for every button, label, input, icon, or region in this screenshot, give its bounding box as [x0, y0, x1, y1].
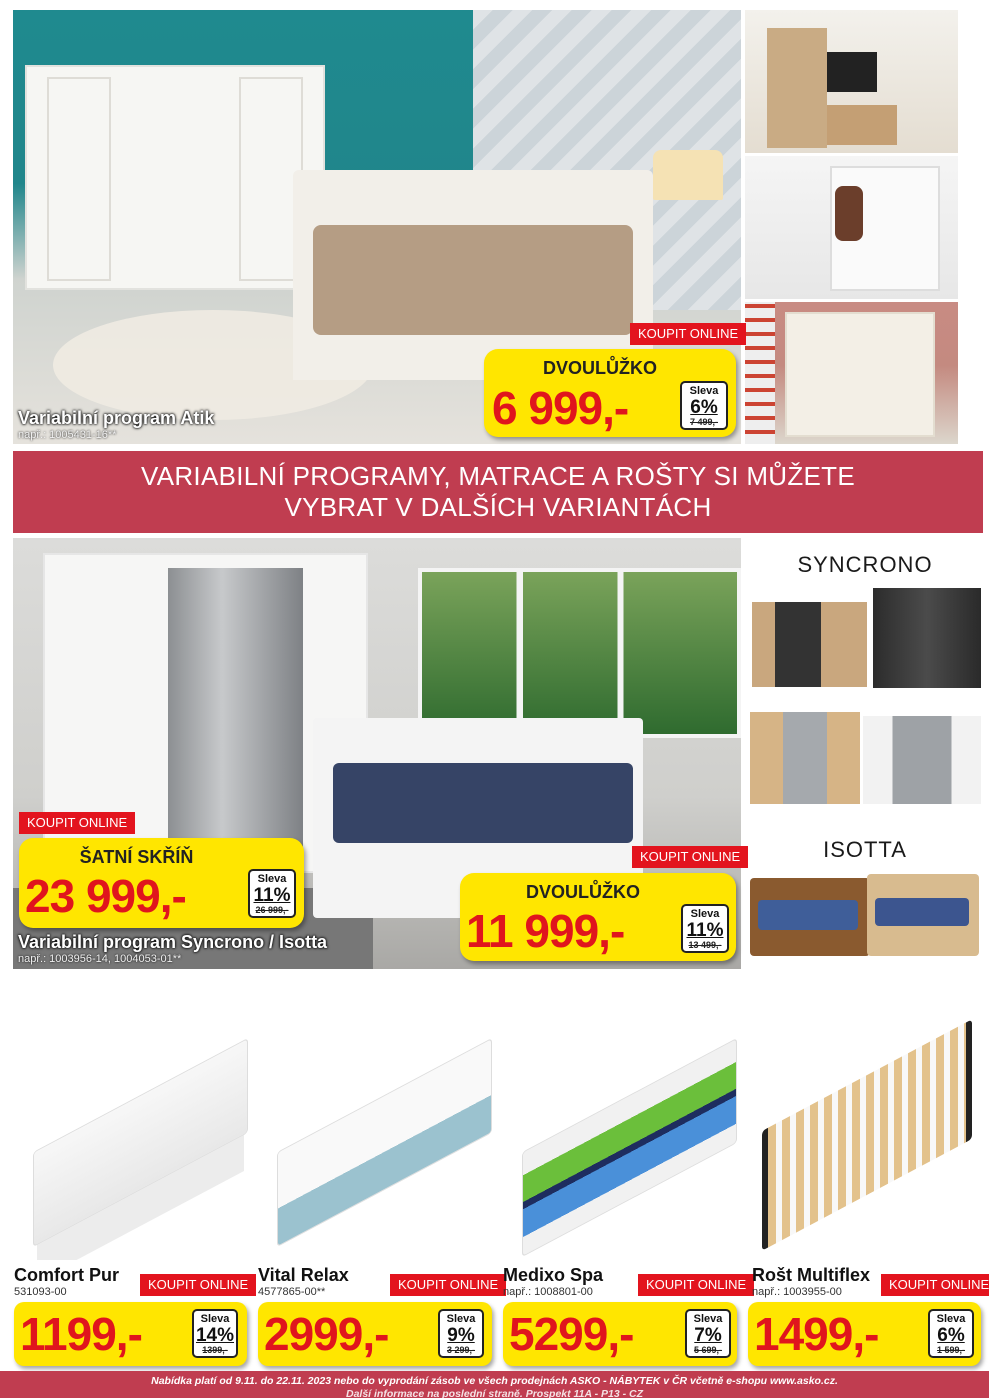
isotta-beds — [747, 866, 983, 966]
sleva-percent: 6% — [690, 397, 718, 418]
product-code: 4577865-00** — [258, 1286, 326, 1298]
wardrobe-product-label: ŠATNÍ SKŘÍŇ — [79, 847, 194, 867]
kitchen-image — [785, 312, 935, 437]
sleva-label: Sleva — [693, 1313, 723, 1325]
atik-koupit-online-button[interactable]: KOUPIT ONLINE — [630, 323, 746, 345]
sleva-badge — [192, 1309, 238, 1358]
sleva-percent: 11% — [253, 885, 291, 906]
mirror-doors-image — [168, 568, 303, 858]
curtain-image — [745, 302, 775, 444]
sleva-label: Sleva — [446, 1313, 476, 1325]
bed-price: 11 999,- — [466, 905, 625, 957]
sleva-percent: 7% — [694, 1325, 722, 1346]
tv-image — [827, 52, 877, 92]
product-price: 2999,- — [264, 1308, 389, 1360]
wardrobe-white-mirror-image — [863, 716, 981, 804]
wardrobe-sleva-badge — [248, 869, 296, 918]
old-price: 13 499,- — [688, 940, 722, 950]
syncrono-heading: SYNCRONO — [797, 552, 933, 577]
comfort-pur-koupit-online-button[interactable]: KOUPIT ONLINE — [140, 1274, 256, 1296]
atik-title: Variabilní program Atik — [18, 408, 215, 428]
medixo-spa-image — [502, 985, 742, 1260]
sleva-label: Sleva — [690, 908, 720, 920]
vital-relax-koupit-online-button[interactable]: KOUPIT ONLINE — [390, 1274, 506, 1296]
sleva-badge — [928, 1309, 974, 1358]
mattress-image — [522, 1038, 737, 1257]
syncrono-code: např.: 1003956-14, 1004053-01** — [18, 953, 182, 965]
lamp-image — [653, 150, 723, 200]
window-image — [418, 568, 741, 738]
sleva-badge — [685, 1309, 731, 1358]
atik-sleva-badge — [680, 381, 728, 430]
product-caption — [752, 1265, 870, 1299]
old-price: 26 999,- — [255, 905, 289, 915]
footer-line-2: Další informace na poslední straně. Prospekt 11A - P13 - CZ — [345, 1388, 643, 1398]
old-price: 1399,- — [202, 1345, 228, 1355]
product-caption — [14, 1265, 119, 1299]
comfort-pur-image — [13, 985, 253, 1260]
product-price: 1499,- — [754, 1308, 879, 1360]
atik-caption — [18, 408, 214, 442]
atik-product-label: DVOULŮŽKO — [543, 358, 657, 378]
product-code: např.: 1008801-00 — [503, 1286, 593, 1298]
sleva-label: Sleva — [257, 873, 287, 885]
product-code: např.: 1003955-00 — [752, 1286, 842, 1298]
sleva-percent: 14% — [195, 1325, 235, 1346]
slatted-frame-image — [762, 1019, 972, 1251]
cabinet-image — [767, 28, 827, 148]
variants-banner — [13, 451, 983, 533]
product-name: Medixo Spa — [503, 1265, 604, 1285]
bed-koupit-online-button[interactable]: KOUPIT ONLINE — [632, 846, 748, 868]
syncrono-bed-price-box — [460, 873, 736, 961]
tv-stand-image — [827, 105, 897, 145]
rost-multiflex-price-box — [748, 1302, 981, 1366]
atik-code: např.: 1005431-16** — [18, 429, 117, 441]
hallway-thumbnail — [745, 156, 958, 299]
atik-price: 6 999,- — [492, 382, 629, 434]
sleva-label: Sleva — [936, 1313, 966, 1325]
isotta-bed-light-image — [867, 874, 979, 956]
isotta-bed-dark-image — [750, 878, 870, 956]
living-room-thumbnail — [745, 10, 958, 153]
old-price: 7 499,- — [689, 417, 719, 427]
medixo-spa-koupit-online-button[interactable]: KOUPIT ONLINE — [638, 1274, 754, 1296]
blanket-image — [313, 225, 633, 335]
medixo-spa-price-box — [503, 1302, 737, 1366]
bed-sleva-badge — [681, 904, 729, 953]
bed-product-label: DVOULŮŽKO — [526, 882, 640, 902]
banner-line-2: VYBRAT V DALŠÍCH VARIANTÁCH — [284, 492, 712, 522]
footer-line-1: Nabídka platí od 9.11. do 22.11. 2023 nebo do vyprodání zásob ve všech prodejnách ASKO - NÁBYTEK v ČR včetně e-shopu www.asko.cz. — [151, 1375, 838, 1387]
product-price: 1199,- — [20, 1308, 142, 1360]
mattress-image — [33, 1038, 248, 1247]
wardrobe-black-image — [873, 588, 981, 688]
old-price: 1 599,- — [936, 1345, 966, 1355]
atik-price-box — [484, 349, 736, 437]
comfort-pur-price-box — [14, 1302, 247, 1366]
syncrono-wardrobes-dark — [747, 584, 983, 696]
product-name: Rošt Multiflex — [752, 1265, 871, 1285]
footer-disclaimer — [0, 1371, 989, 1398]
syncrono-wardrobes-light — [747, 700, 983, 810]
product-caption — [503, 1265, 603, 1299]
old-price: 3 299,- — [446, 1345, 476, 1355]
coat-image — [835, 186, 863, 241]
wardrobe-oak-mirror-image — [750, 712, 860, 804]
product-code: 531093-00 — [14, 1286, 67, 1298]
product-caption — [258, 1265, 349, 1299]
isotta-heading: ISOTTA — [823, 837, 907, 862]
rost-multiflex-koupit-online-button[interactable]: KOUPIT ONLINE — [881, 1274, 989, 1296]
kitchen-thumbnail — [745, 302, 958, 444]
wardrobe-price-box — [19, 838, 304, 928]
rost-multiflex-image — [747, 985, 983, 1260]
wardrobe-price: 23 999,- — [25, 870, 186, 922]
banner-line-1: VARIABILNÍ PROGRAMY, MATRACE A ROŠTY SI MŮŽETE — [140, 461, 856, 491]
vital-relax-image — [257, 985, 497, 1260]
syncrono-title: Variabilní program Syncrono / Isotta — [18, 932, 328, 952]
sleva-percent: 11% — [686, 920, 724, 941]
wardrobe-koupit-online-button[interactable]: KOUPIT ONLINE — [19, 812, 135, 834]
product-price: 5299,- — [509, 1308, 634, 1360]
mattress-image — [277, 1038, 492, 1247]
syncrono-caption — [18, 932, 327, 966]
product-name: Comfort Pur — [14, 1265, 119, 1285]
sleva-percent: 9% — [447, 1325, 475, 1346]
vital-relax-price-box — [258, 1302, 492, 1366]
sleva-label: Sleva — [200, 1313, 230, 1325]
sleva-badge — [438, 1309, 484, 1358]
wardrobe-oak-dark-image — [752, 602, 867, 687]
sleva-label: Sleva — [689, 385, 719, 397]
wardrobe-image — [25, 65, 325, 290]
duvet-image — [333, 763, 633, 843]
product-name: Vital Relax — [258, 1265, 349, 1285]
sleva-percent: 6% — [937, 1325, 965, 1346]
old-price: 5 699,- — [693, 1345, 723, 1355]
